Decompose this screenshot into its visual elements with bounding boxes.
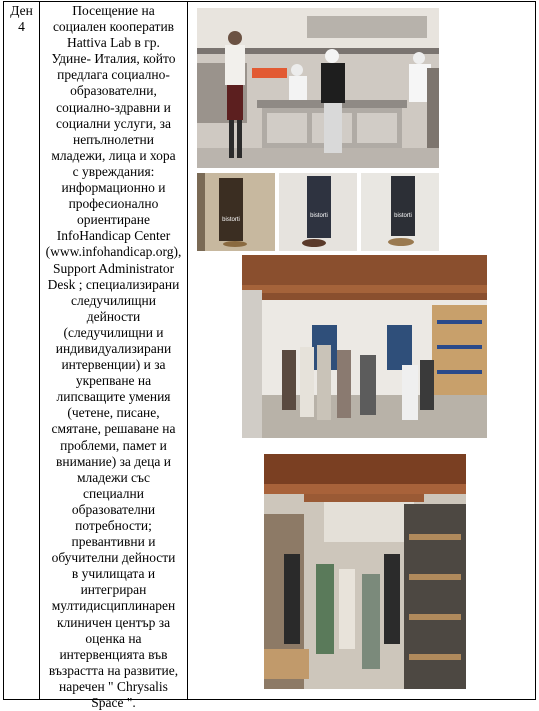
day-label: Ден (10, 3, 33, 18)
description-line: възрастта на развитие, (48, 662, 179, 678)
product-bag-photo (361, 173, 439, 251)
day-number: 4 (18, 19, 25, 34)
description-line: Посещение на (72, 3, 155, 18)
description-line: Hattiva Lab в гр. (67, 35, 160, 51)
description-line: укрепване на (75, 373, 152, 389)
description-line: Space ". (91, 695, 136, 711)
description-line: клиничен център за (56, 614, 171, 630)
description-line: Desk ; специализирани (47, 276, 180, 292)
bag-brand-label: bistorti (222, 217, 240, 223)
group-visit-photo (242, 255, 487, 438)
product-bag-photo (197, 173, 275, 251)
description-line: мултидисциплинарен (51, 598, 176, 614)
description-line: младежи, лица и хора (51, 147, 176, 163)
description-line: социални услуги, за (56, 115, 171, 131)
description-line: Удине- Италия, който (51, 51, 176, 67)
description-line: социален кооператив (52, 19, 175, 35)
description-line: информационно и (61, 180, 166, 196)
storage-room-photo (264, 454, 466, 689)
description-line: в училищата и (71, 566, 156, 582)
description-line: (www.infohandicap.org), (45, 244, 182, 260)
description-line: (следучилищни и (63, 324, 164, 340)
description-line: превантивни и (71, 534, 156, 550)
description-line: интервенции) и за (61, 357, 166, 373)
description-line: предлага социално- (57, 67, 170, 83)
description-line: с увреждания: (72, 163, 155, 179)
bag-brand-label: bistorti (394, 213, 412, 219)
description-line: непълнолетни (72, 131, 155, 147)
description-line: индивидуализирани (55, 340, 172, 356)
description-line: следучилищни (71, 292, 156, 308)
description-line: дейности (86, 308, 141, 324)
description-line: оценка на (85, 630, 142, 646)
day-cell (4, 2, 40, 699)
product-bag-photo (279, 173, 357, 251)
description-line: образователни, (70, 83, 157, 99)
description-line: Support Administrator (52, 260, 175, 276)
description-line: образователни (71, 501, 156, 517)
description-line: специални (83, 485, 144, 501)
description-line: смятане, решаване на (51, 421, 176, 437)
description-line: интегриран (80, 582, 147, 598)
description-cell (40, 2, 188, 711)
description-line: професионално (68, 196, 159, 212)
description-line: социално-здравни и (56, 99, 171, 115)
description-line: (четене, писане, (67, 405, 160, 421)
bag-brand-label: bistorti (310, 213, 328, 219)
description-line: обучителни дейности (51, 550, 176, 566)
description-line: интервенцията във (59, 646, 168, 662)
kitchen-workshop-photo (197, 8, 439, 168)
description-line: проблеми, памет и (60, 437, 167, 453)
activity-table (3, 1, 536, 711)
description-line: внимание) за деца и (56, 453, 171, 469)
description-line: наречен " Chrysalis (59, 678, 168, 694)
description-line: потребности; (75, 518, 152, 533)
description-line: InfoHandicap Center (56, 228, 171, 244)
photos-cell (188, 2, 535, 699)
description-line: липсващите умения (56, 389, 171, 405)
description-line: младежи със (76, 469, 151, 485)
description-line: ориентиране (76, 212, 151, 228)
